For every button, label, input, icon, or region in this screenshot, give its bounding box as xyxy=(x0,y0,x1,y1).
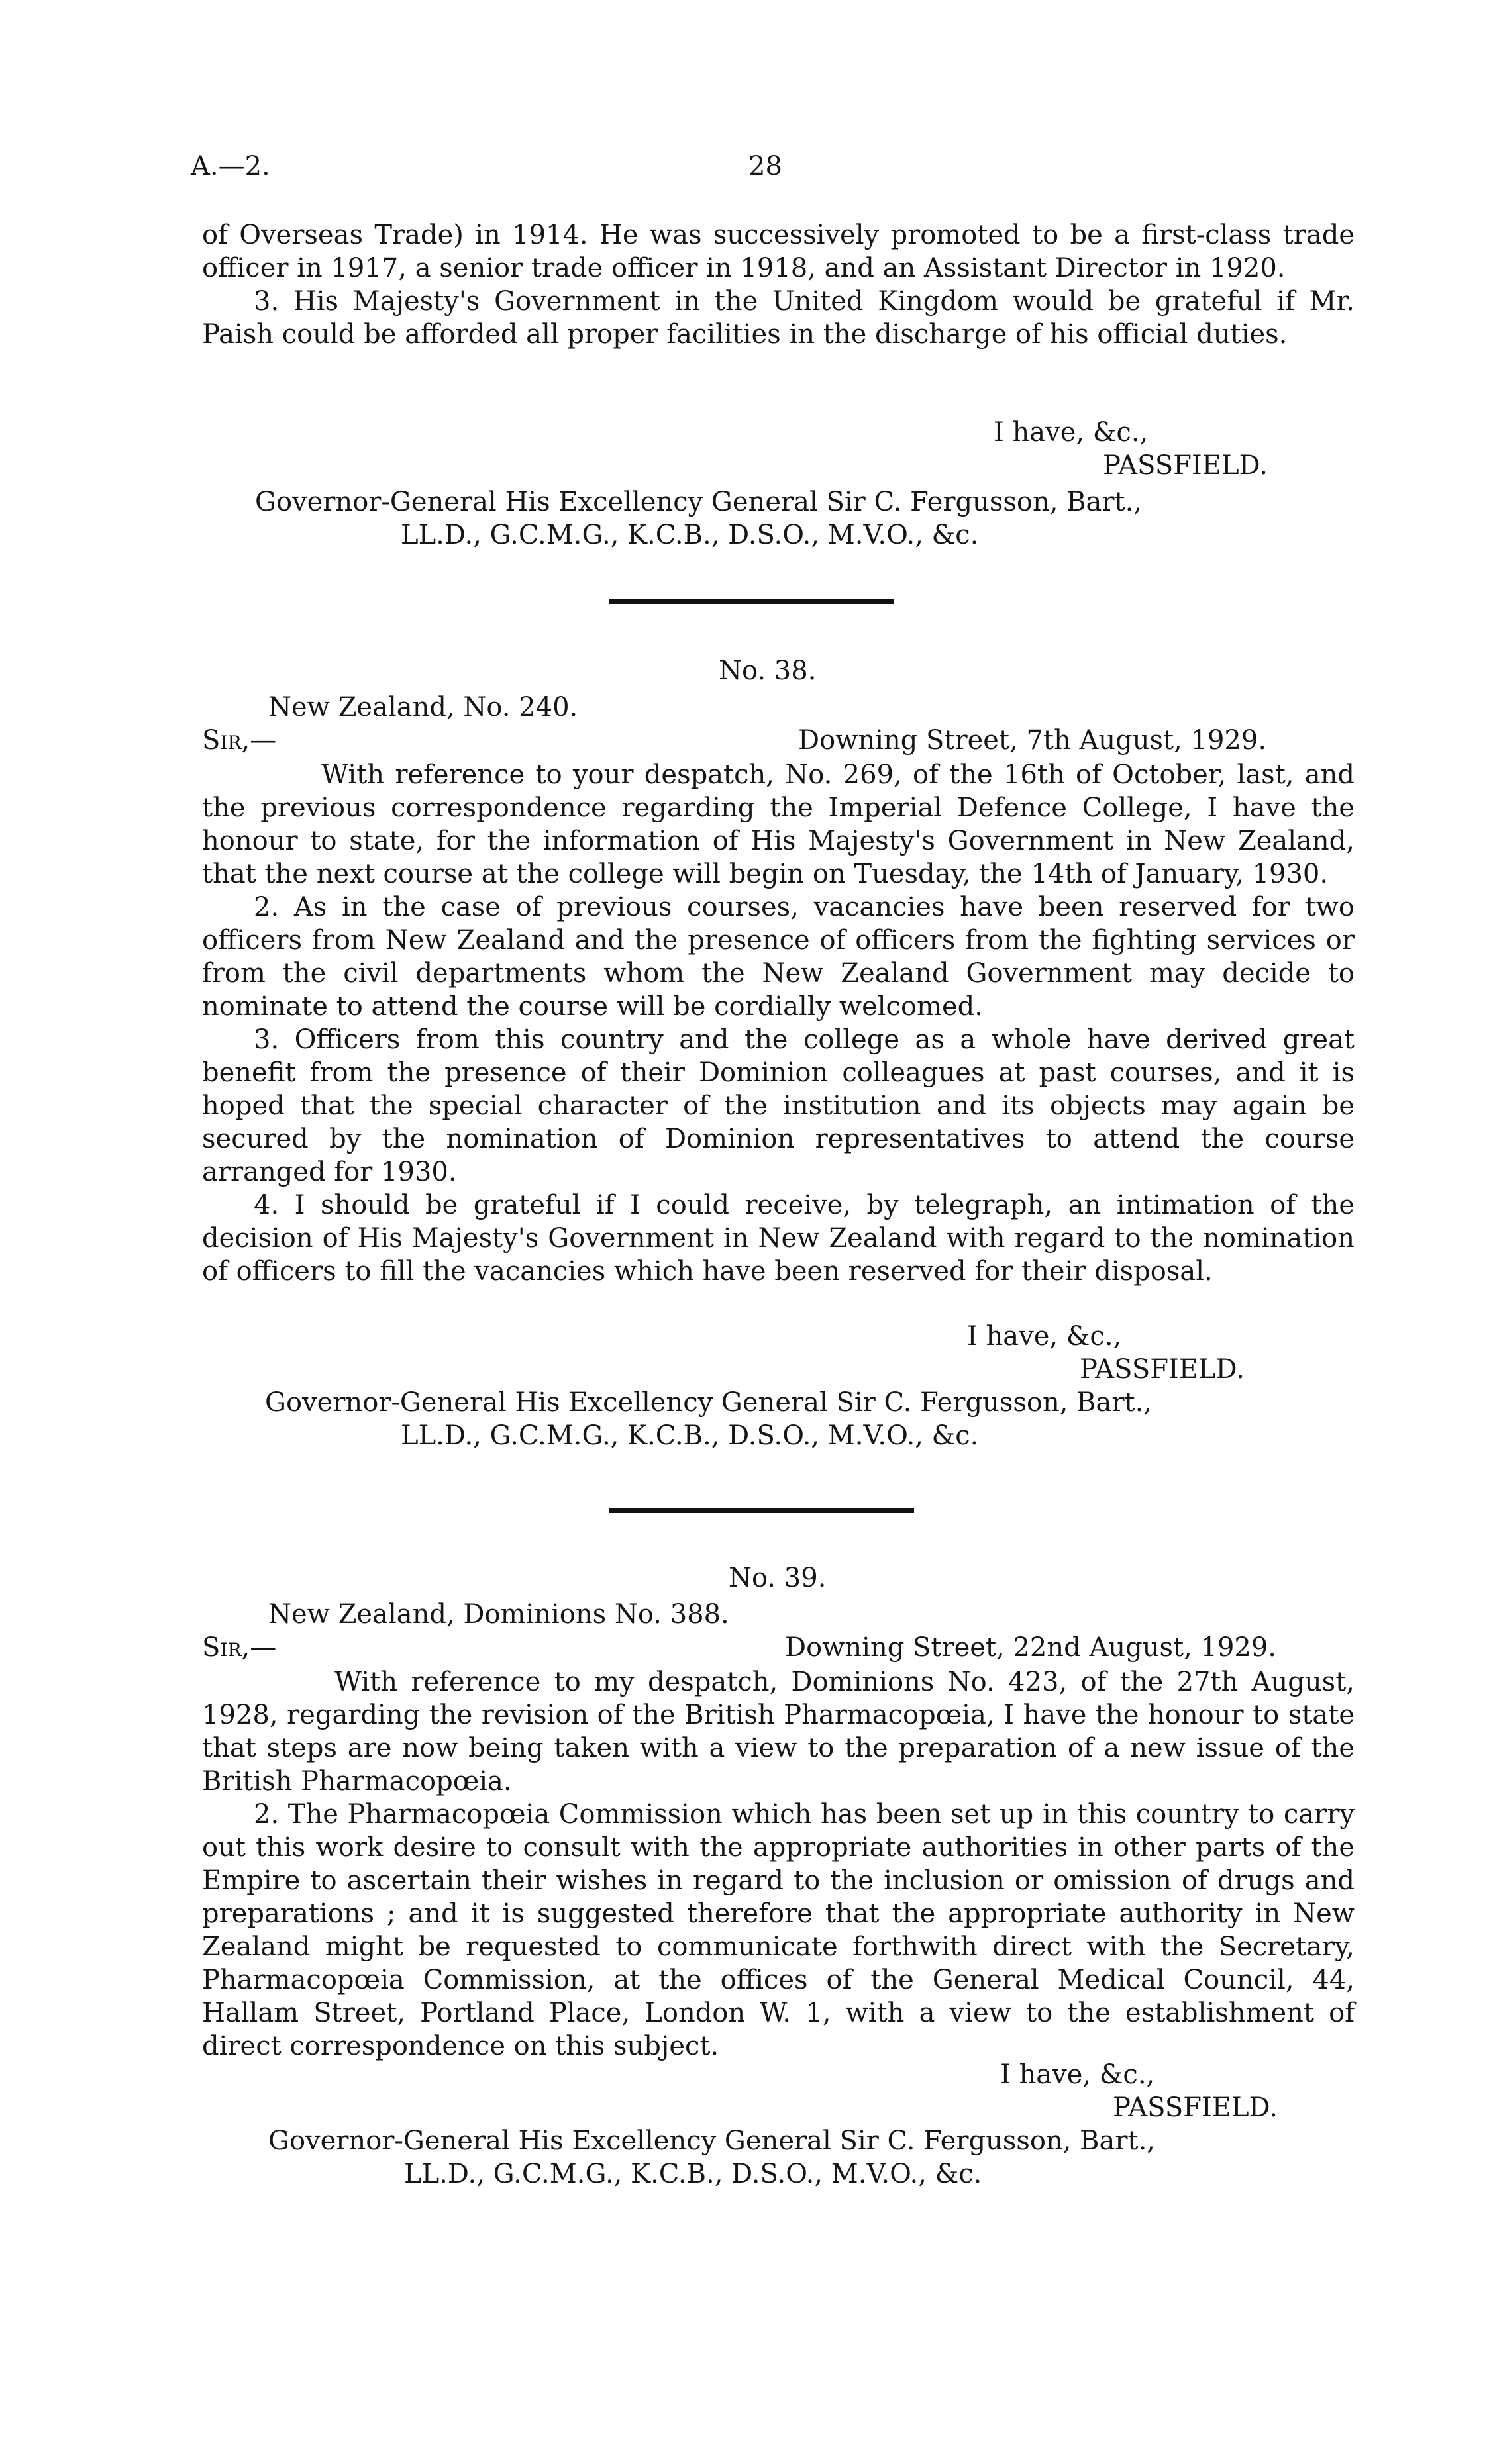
despatch-38-addressee-line2: LL.D., G.C.M.G., K.C.B., D.S.O., M.V.O., &c. xyxy=(401,1420,979,1451)
despatch-38-body xyxy=(202,758,1355,1288)
intro-signature: PASSFIELD. xyxy=(1103,450,1268,481)
despatch-38-title: No. 38. xyxy=(719,656,817,686)
despatch-38-salutation: Sir,— xyxy=(202,725,277,756)
despatch-39-salutation: Sir,— xyxy=(202,1632,277,1663)
intro-addressee-line1: Governor-General His Excellency General Sir C. Fergusson, Bart., xyxy=(255,487,1143,517)
despatch-39-paragraph-2: 2. The Pharmacopœia Commission which has been set up in this country to carry out this work desire to consult with the appropriate authorities in other parts of the Empire to ascertain their wishes in regard to the inclusion or omission of drugs and preparations ; and it is suggested therefore that the appropriate authority in New Zealand might be requested to communicate forthwith direct with the Secretary, Pharmacopœia Commission, at the offices of the General Medical Council, 44, Hallam Street, Portland Place, London W. 1, with a view to the establishment of direct correspondence on this subject. xyxy=(202,1799,1355,2061)
page-number: 28 xyxy=(748,151,782,181)
despatch-39-closing: I have, &c., xyxy=(1000,2059,1155,2090)
despatch-39-reference: New Zealand, Dominions No. 388. xyxy=(268,1599,729,1630)
despatch-39-addressee-line2: LL.D., G.C.M.G., K.C.B., D.S.O., M.V.O., &c. xyxy=(404,2159,982,2189)
despatch-38-paragraph-3: 3. Officers from this country and the college as a whole have derived great benefit from the presence of their Dominion colleagues at past courses, and it is hoped that the special character of the institution and its objects may again be secured by the nomination of Dominion representatives to attend the course arranged for 1930. xyxy=(202,1024,1355,1187)
despatch-39-location-date: Downing Street, 22nd August, 1929. xyxy=(785,1632,1277,1663)
despatch-39-signature: PASSFIELD. xyxy=(1113,2093,1278,2123)
intro-addressee-line2: LL.D., G.C.M.G., K.C.B., D.S.O., M.V.O., &c. xyxy=(401,520,979,550)
intro-paragraph-3: 3. His Majesty's Government in the United Kingdom would be grateful if Mr. Paish could be afforded all proper facilities in the discharge of his official duties. xyxy=(202,286,1355,350)
despatch-39-body xyxy=(202,1665,1355,2063)
despatch-38-location-date: Downing Street, 7th August, 1929. xyxy=(798,725,1267,756)
despatch-38-paragraph-2: 2. As in the case of previous courses, vacancies have been reserved for two officers from New Zealand and the presence of officers from the fighting services or from the civil departments whom the New Zealand Government may decide to nominate to attend the course will be cordially welcomed. xyxy=(202,892,1355,1022)
despatch-39-title: No. 39. xyxy=(729,1563,827,1593)
section-divider xyxy=(609,1508,914,1513)
despatch-38-addressee-line1: Governor-General His Excellency General Sir C. Fergusson, Bart., xyxy=(265,1387,1153,1418)
intro-section xyxy=(202,219,1355,351)
despatch-39-addressee-line1: Governor-General His Excellency General Sir C. Fergusson, Bart., xyxy=(268,2126,1156,2156)
despatch-38-reference: New Zealand, No. 240. xyxy=(268,692,578,722)
despatch-38-closing: I have, &c., xyxy=(967,1321,1122,1352)
intro-closing: I have, &c., xyxy=(994,417,1149,448)
despatch-38-paragraph-1: With reference to your despatch, No. 269, of the 16th of October, last, and the previous correspondence regarding the Imperial Defence College, I have the honour to state, for the information of His Majesty's Government in New Zealand, that the next course at the college will begin on Tuesday, the 14th of January, 1930. xyxy=(202,760,1355,889)
intro-continuation: of Overseas Trade) in 1914. He was successively promoted to be a first-class trade officer in 1917, a senior trade officer in 1918, and an Assistant Director in 1920. xyxy=(202,220,1355,283)
despatch-38-paragraph-4: 4. I should be grateful if I could receive, by telegraph, an intimation of the decision of His Majesty's Government in New Zealand with regard to the nomination of officers to fill the vacancies which have been reserved for their disposal. xyxy=(202,1190,1355,1287)
section-divider xyxy=(609,599,894,604)
document-reference: A.—2. xyxy=(191,151,270,181)
despatch-38-signature: PASSFIELD. xyxy=(1080,1354,1245,1385)
despatch-39-paragraph-1: With reference to my despatch, Dominions No. 423, of the 27th August, 1928, regarding the revision of the British Pharmacopœia, I have the honour to state that steps are now being taken with a view to the preparation of a new issue of the British Pharmacopœia. xyxy=(202,1667,1355,1797)
